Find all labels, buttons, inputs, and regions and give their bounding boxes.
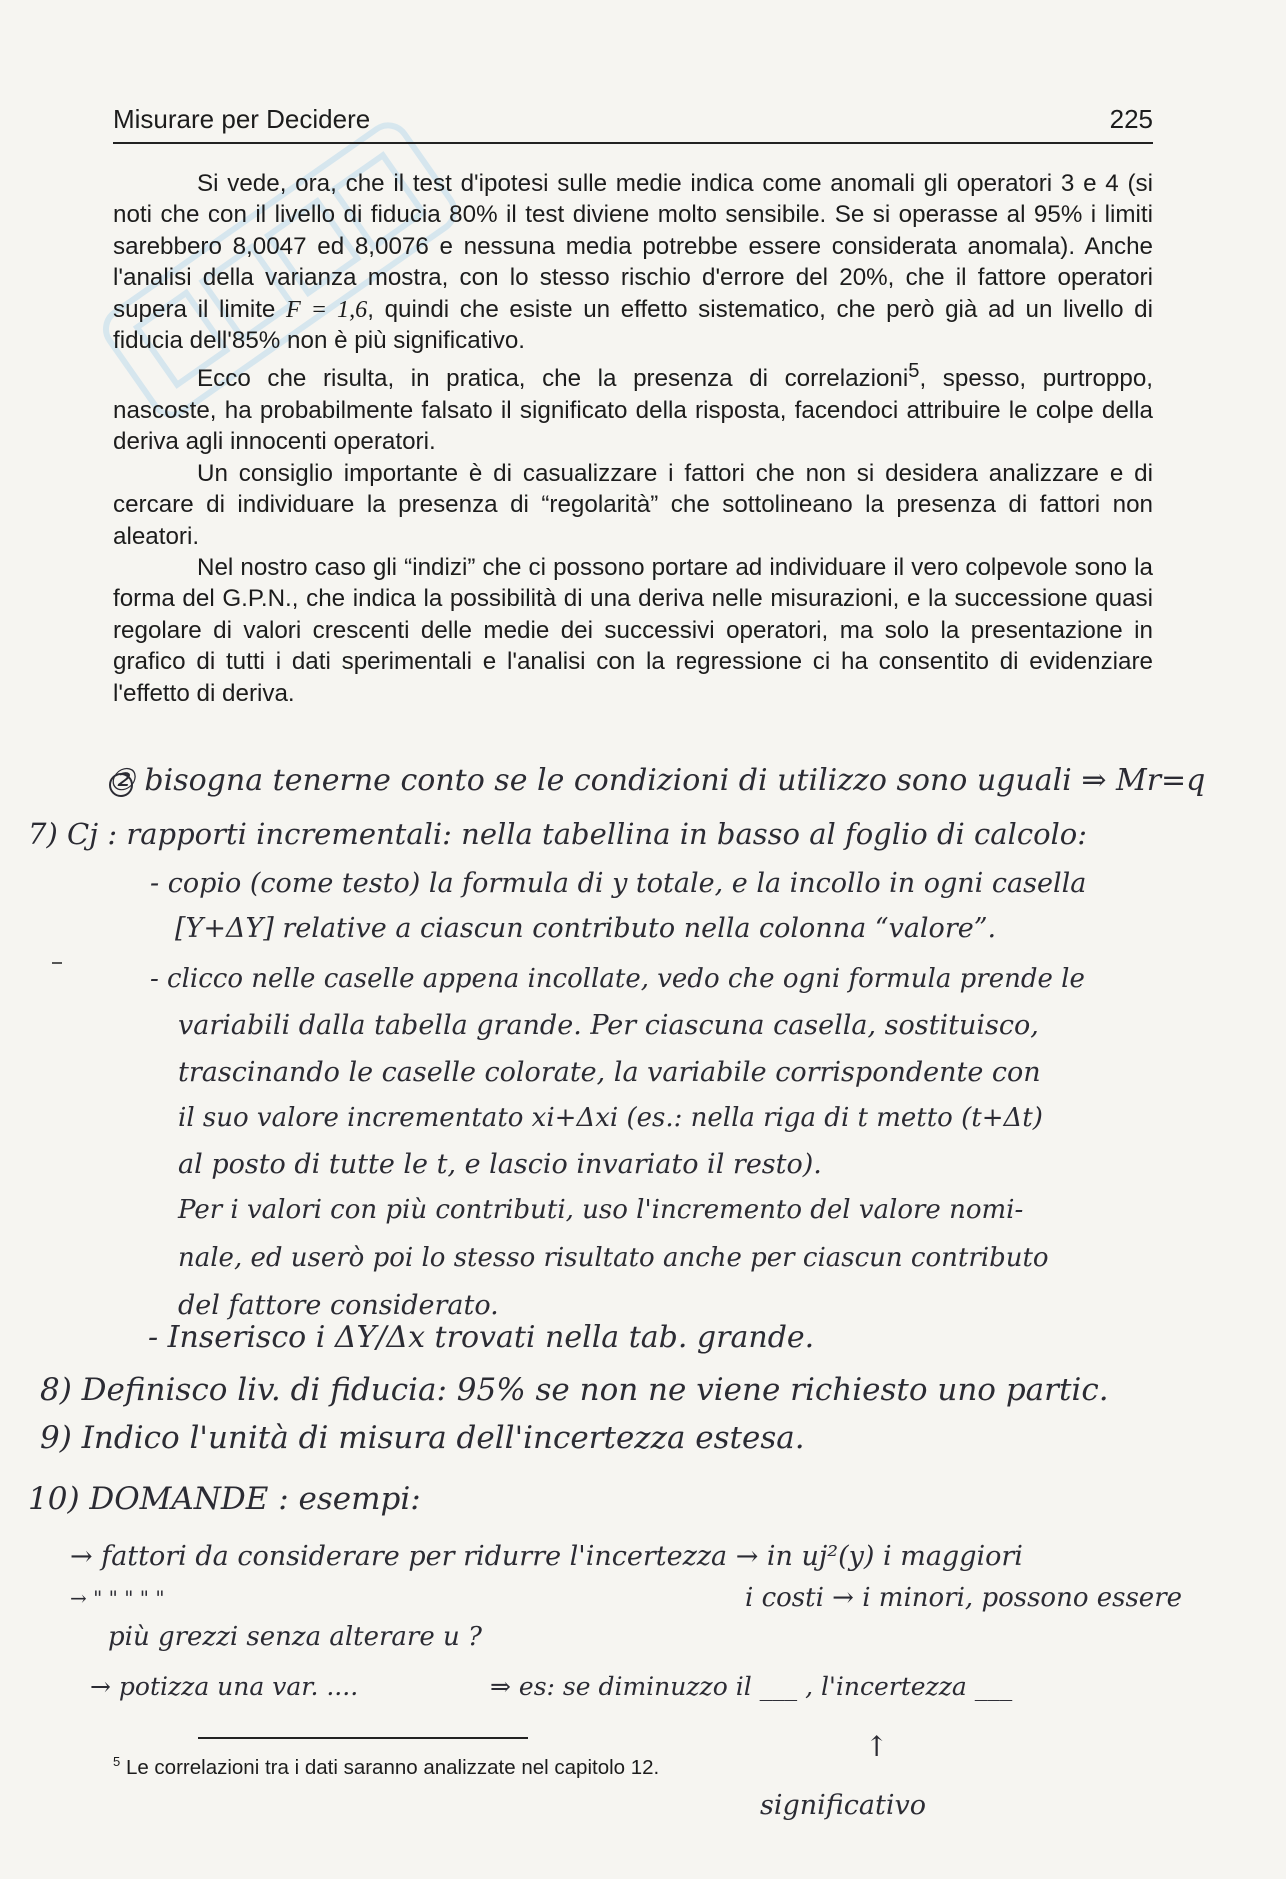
page-number: 225 xyxy=(1109,104,1153,134)
paragraph-3: Un consiglio importante è di casualizzare i fattori che non si desidera analizzare e di cercare di individuare la presenza di “regolarità” che sottolineano la presenza di fattori non aleatori. xyxy=(113,459,1153,550)
handwritten-arrow: ↑ xyxy=(865,1730,889,1763)
paragraph-1-part-b: , quindi che esiste un effetto sistematico, che però già ad un livello di fiducia dell'85% non è più significativo. xyxy=(113,295,1153,355)
handwritten-line-11: nale, ed userò poi lo stesso risultato anche per ciascun contributo xyxy=(178,1243,1049,1273)
handwritten-line-18b: i costi → i minori, possono essere xyxy=(745,1583,1183,1613)
handwritten-line-7: trascinando le caselle colorate, la variabile corrispondente con xyxy=(178,1057,1041,1088)
handwritten-line-13: - Inserisco i ΔY/Δx trovati nella tab. grande. xyxy=(148,1320,815,1355)
handwritten-line-1: ② bisogna tenerne conto se le condizioni di utilizzo sono uguali ⇒ Mr=q xyxy=(108,763,1206,798)
handwritten-line-15: 9) Indico l'unità di misura dell'incertezza estesa. xyxy=(40,1420,805,1456)
handwritten-line-2: 7) Cj : rapporti incrementali: nella tabellina in basso al foglio di calcolo: xyxy=(28,817,1088,851)
handwritten-line-17: → fattori da considerare per ridurre l'incertezza → in uj²(y) i maggiori xyxy=(70,1541,1023,1572)
footnote-number: 5 xyxy=(113,1754,121,1769)
handwritten-line-4: [Y+ΔY] relative a ciascun contributo nella colonna “valore”. xyxy=(175,913,997,944)
handwritten-line-19: più grezzi senza alterare u ? xyxy=(108,1622,482,1652)
handwritten-line-5: - clicco nelle caselle appena incollate, vedo che ogni formula prende le xyxy=(150,964,1085,994)
footnote-ref: 5 xyxy=(908,360,920,383)
handwritten-line-22: significativo xyxy=(760,1790,927,1821)
handwritten-line-10: Per i valori con più contributi, uso l'incremento del valore nomi- xyxy=(178,1195,1024,1225)
formula-f: F = 1,6 xyxy=(286,295,368,323)
handwritten-line-12: del fattore considerato. xyxy=(178,1290,499,1321)
paragraph-2-part-a: Ecco che risulta, in pratica, che la presenza di correlazioni xyxy=(197,365,909,393)
handwritten-line-20a: → potizza una var. .... xyxy=(90,1672,359,1701)
footnote xyxy=(113,1754,659,1780)
paragraph-2-part-b: , spesso, purtroppo, nascoste, ha probabilmente falsato il significato della risposta, facendoci attribuire le colpe della deriva agli innocenti operatori. xyxy=(113,365,1153,456)
handwritten-line-20b: ⇒ es: se diminuzzo il ___ , l'incertezza ___ xyxy=(490,1672,1013,1701)
paragraph-1-part-a: Si vede, ora, che il test d'ipotesi sulle medie indica come anomali gli operatori 3 e 4 (si noti che con il livello di fiducia 80% il test diviene molto sensibile. Se si operasse al 95% i limiti sarebbero 8,0047 ed 8,0076 e nessuna media potrebbe essere considerata anomala). Anche l'analisi della varianza mostra, con lo stesso rischio d'errore del 20%, che il fattore operatori supera il limite xyxy=(113,170,1153,323)
handwritten-line-6: variabili dalla tabella grande. Per ciascuna casella, sostituisco, xyxy=(178,1010,1039,1041)
handwritten-line-14: 8) Definisco liv. di fiducia: 95% se non ne viene richiesto uno partic. xyxy=(40,1372,1109,1408)
handwritten-line-9: al posto di tutte le t, e lascio invariato il resto). xyxy=(178,1149,822,1180)
handwritten-line-16: 10) DOMANDE : esempi: xyxy=(28,1481,421,1517)
handwritten-line-8: il suo valore incrementato xi+Δxi (es.: nella riga di t metto (t+Δt) xyxy=(178,1103,1043,1133)
paragraph-4: Nel nostro caso gli “indizi” che ci possono portare ad individuare il vero colpevole sono la forma del G.P.N., che indica la possibilità di una deriva nelle misurazioni, e la successione quasi regolare di valori crescenti delle medie dei successivi operatori, ma solo la presentazione in grafico di tutti i dati sperimentali e l'analisi con la regressione ci ha consentito di evidenziare l'effetto di deriva. xyxy=(113,553,1153,707)
running-title: Misurare per Decidere xyxy=(113,104,371,134)
handwritten-line-3: - copio (come testo) la formula di y totale, e la incollo in ogni casella xyxy=(150,868,1087,899)
handwritten-line-18a: → " " " " " xyxy=(70,1586,165,1610)
footnote-text: Le correlazioni tra i dati saranno analizzate nel capitolo 12. xyxy=(125,1755,660,1779)
footnote-rule xyxy=(198,1737,528,1739)
